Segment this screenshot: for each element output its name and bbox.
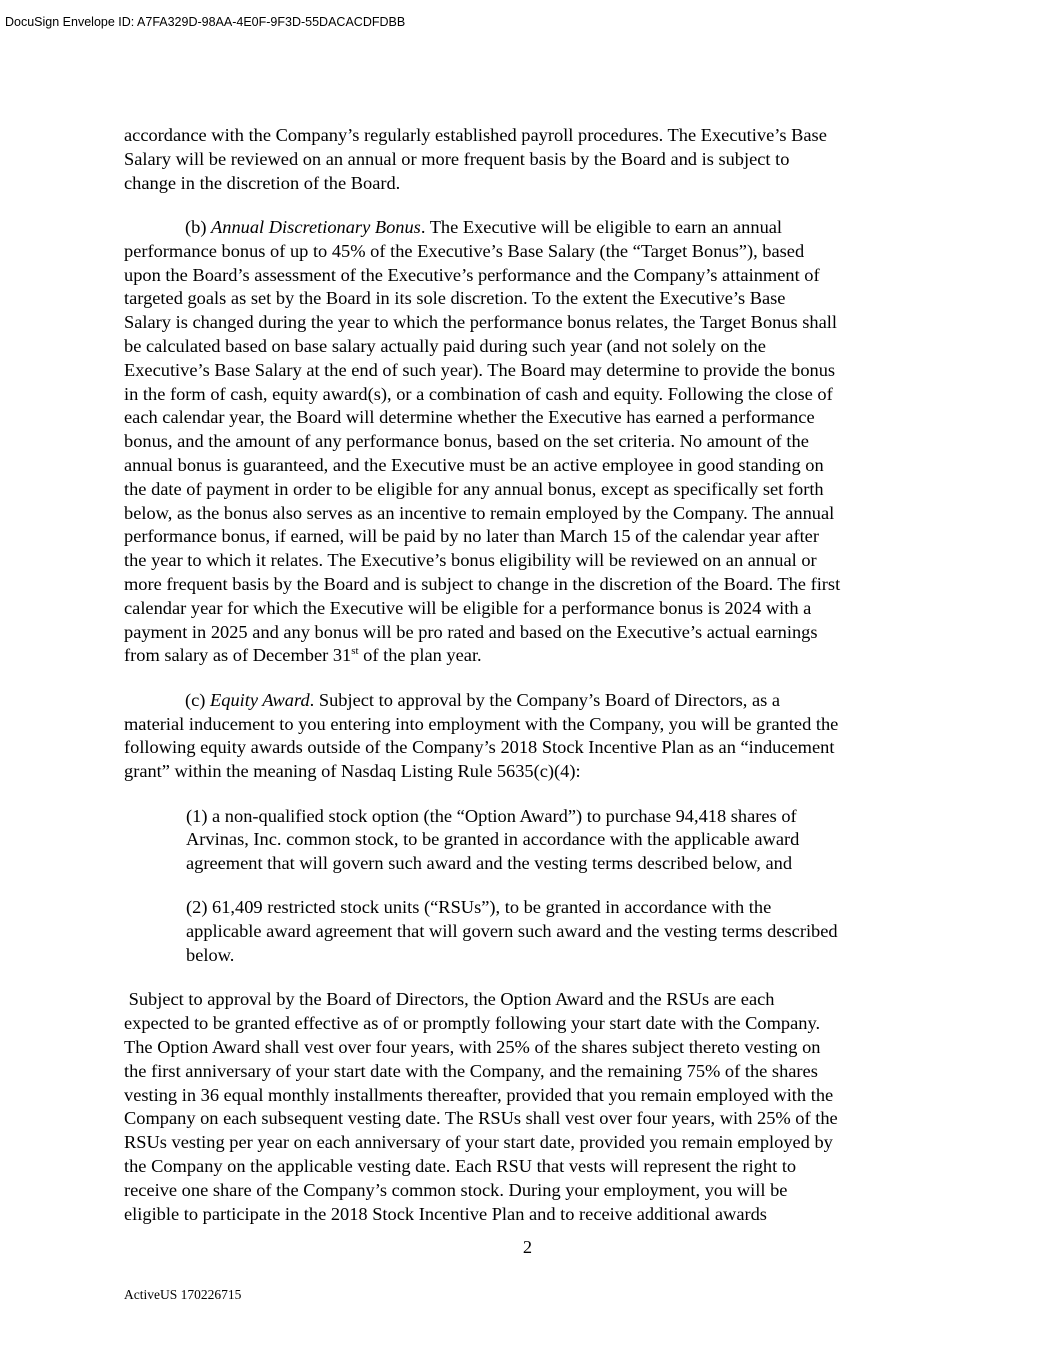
text-line: below. [186,945,235,966]
text-line: RSUs vesting per year on each anniversary of your start date, provided you remain employed by [124,1132,833,1153]
text-line: material inducement to you entering into employment with the Company, you will be granted the [124,713,839,734]
text-line: calendar year for which the Executive will be eligible for a performance bonus is 2024 with a [124,597,812,618]
text-line: applicable award agreement that will govern such award and the vesting terms described [186,921,838,942]
bonus-paragraph [124,216,934,668]
text-line: below, as the bonus also serves as an incentive to remain employed by the Company. The annual [124,502,835,523]
text-line: upon the Board’s assessment of the Executive’s performance and the Company’s attainment of [124,264,820,285]
section-heading: Annual Discretionary Bonus [211,216,421,237]
equity-paragraph [124,689,934,784]
text-line: (2) 61,409 restricted stock units (“RSUs”), to be granted in accordance with the [186,897,772,918]
option-award-item [186,805,934,876]
text-line: more frequent basis by the Board and is subject to change in the discretion of the Board. The first [124,573,841,594]
text-line: Executive’s Base Salary at the end of such year). The Board may determine to provide the bonus [124,359,836,380]
section-marker: (c) [185,689,211,710]
text-line: Arvinas, Inc. common stock, to be granted in accordance with the applicable award [186,829,800,850]
footer-doc-id: ActiveUS 170226715 [124,1287,242,1302]
text-line: the year to which it relates. The Executive’s bonus eligibility will be reviewed on an annual or [124,550,817,571]
section-heading: Equity Award [210,689,310,710]
text-fragment: from salary as of December 31 [124,645,352,666]
rsu-award-item [186,896,934,967]
text-fragment: of the plan year. [358,645,482,666]
text-line: be calculated based on base salary actually paid during such year (and not solely on the [124,335,766,356]
envelope-id: DocuSign Envelope ID: A7FA329D-98AA-4E0F-9F3D-55DACACDFDBB [5,15,406,29]
text-line: payment in 2025 and any bonus will be pro rated and based on the Executive’s actual earnings [124,621,818,642]
text-line [124,689,934,713]
vesting-paragraph [124,988,934,1226]
text-line: each calendar year, the Board will determine whether the Executive has earned a performance [124,407,815,428]
document-body [124,124,934,1226]
text-line: performance bonus of up to 45% of the Executive’s Base Salary (the “Target Bonus”), based [124,240,805,261]
text-line: agreement that will govern such award and the vesting terms described below, and [186,853,793,874]
text-line: The Option Award shall vest over four years, with 25% of the shares subject thereto vesting on [124,1037,821,1058]
text-line: change in the discretion of the Board. [124,172,401,193]
text-line: Salary is changed during the year to which the performance bonus relates, the Target Bonus shall [124,312,838,333]
page-number: 2 [522,1237,533,1257]
text-line: in the form of cash, equity award(s), or a combination of cash and equity. Following the close of [124,383,833,404]
text-line: annual bonus is guaranteed, and the Executive must be an active employee in good standing on [124,454,824,475]
text-line: Subject to approval by the Board of Directors, the Option Award and the RSUs are each [124,989,775,1010]
text-line: the first anniversary of your start date with the Company, and the remaining 75% of the shares [124,1060,818,1081]
text-line: performance bonus, if earned, will be paid by no later than March 15 of the calendar year after [124,526,819,547]
text-line: Company on each subsequent vesting date. The RSUs shall vest over four years, with 25% of the [124,1108,838,1129]
text-line: the date of payment in order to be eligible for any annual bonus, except as specifically set forth [124,478,824,499]
text-line: following equity awards outside of the Company’s 2018 Stock Incentive Plan as an “inducement [124,737,835,758]
ordinal-suffix: st [351,645,359,658]
text-line: (1) a non-qualified stock option (the “Option Award”) to purchase 94,418 shares of [186,805,797,826]
section-lead: . Subject to approval by the Company’s Board of Directors, as a [309,689,781,710]
text-line: accordance with the Company’s regularly established payroll procedures. The Executive’s Base [124,125,827,145]
section-marker: (b) [185,216,212,237]
text-line: the Company on the applicable vesting date. Each RSU that vests will represent the right to [124,1156,797,1177]
text-line: vesting in 36 equal monthly installments thereafter, provided that you remain employed with the [124,1084,834,1105]
text-line [124,216,934,240]
text-line: receive one share of the Company’s common stock. During your employment, you will be [124,1179,788,1200]
text-line: Salary will be reviewed on an annual or more frequent basis by the Board and is subject to [124,148,790,169]
text-line: eligible to participate in the 2018 Stock Incentive Plan and to receive additional awards [124,1203,767,1224]
text-line: expected to be granted effective as of or promptly following your start date with the Company. [124,1013,821,1034]
text-line [124,644,934,668]
salary-paragraph [124,124,934,195]
text-line: grant” within the meaning of Nasdaq Listing Rule 5635(c)(4): [124,761,581,782]
text-line: targeted goals as set by the Board in its sole discretion. To the extent the Executive’s Base [124,288,786,309]
section-lead: . The Executive will be eligible to earn an annual [420,216,783,237]
text-line: bonus, and the amount of any performance bonus, based on the set criteria. No amount of the [124,431,809,452]
